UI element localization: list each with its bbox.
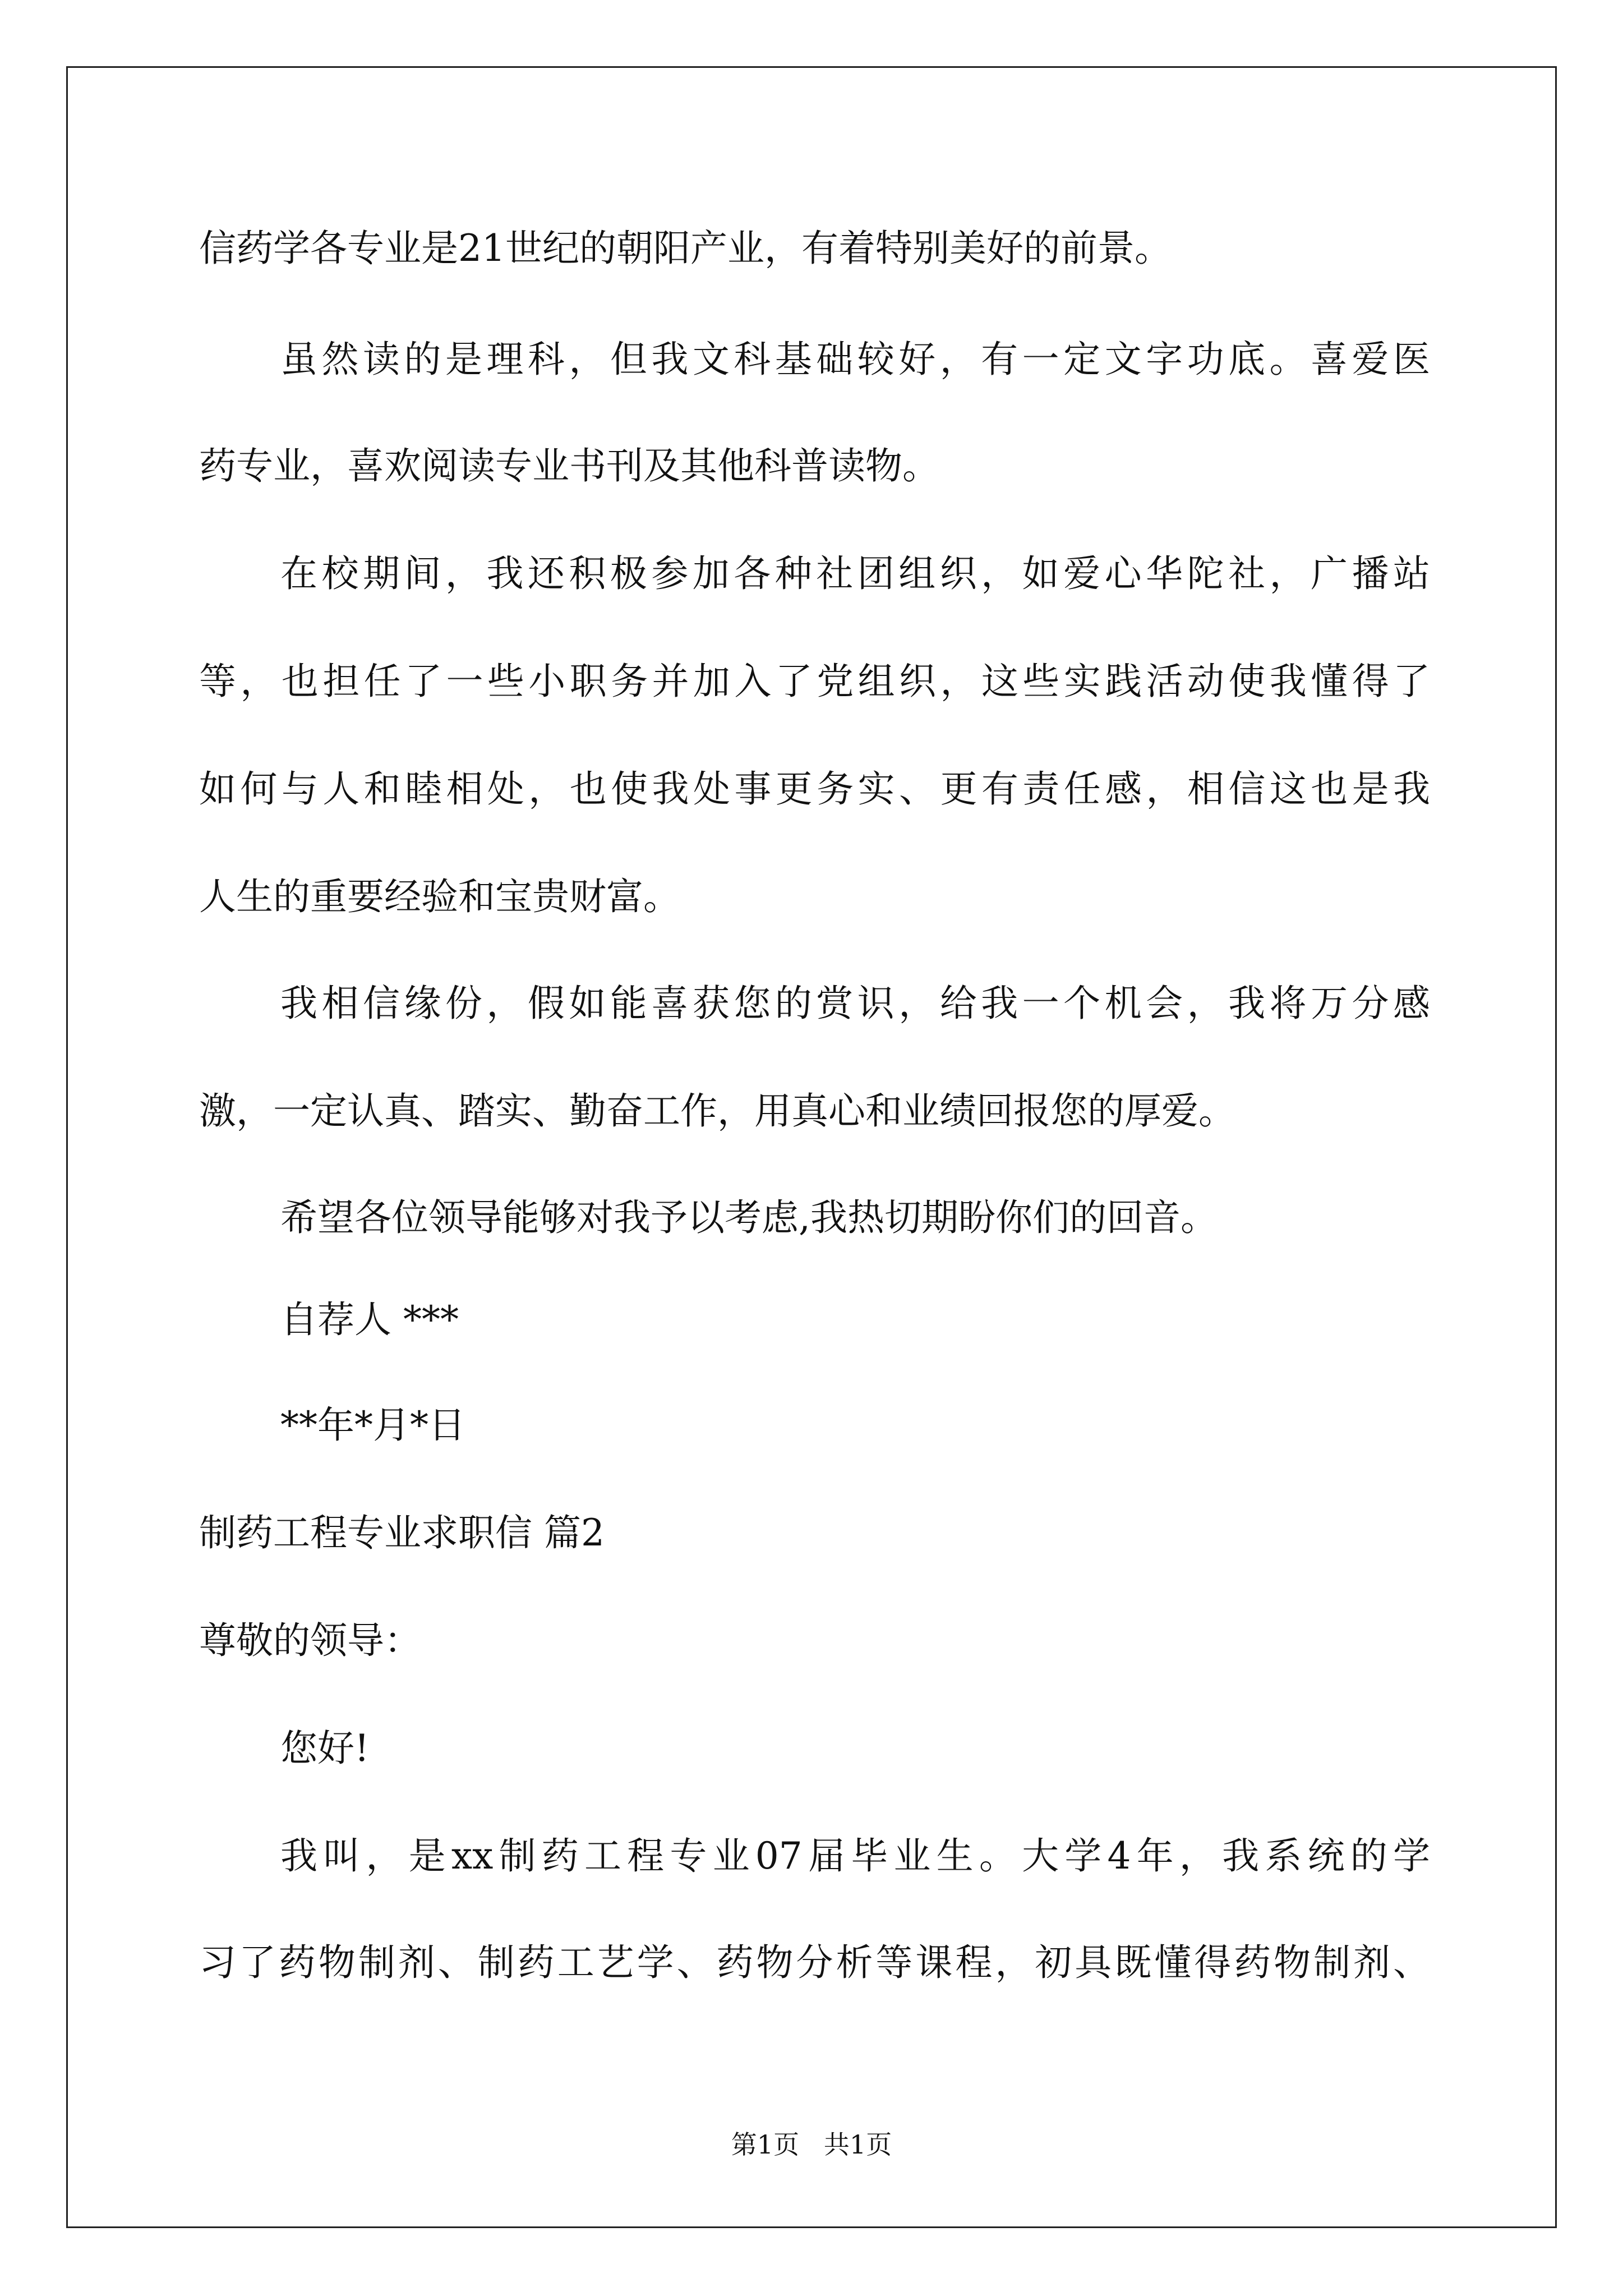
page-border: [66, 66, 1557, 2228]
text-line: 我叫，是xx制药工程专业07届毕业生。大学4年，我系统的学: [280, 1834, 1430, 1878]
signature-line: 自荐人 ***: [280, 1298, 459, 1341]
text-line: 激，一定认真、踏实、勤奋工作，用真心和业绩回报您的厚爱。: [199, 1089, 1235, 1133]
text-line: 信药学各专业是21世纪的朝阳产业，有着特别美好的前景。: [199, 227, 1172, 270]
text-line: 习了药物制剂、制药工艺学、药物分析等课程，初具既懂得药物制剂、: [199, 1941, 1430, 1984]
text-line: 希望各位领导能够对我予以考虑,我热切期盼你们的回音。: [280, 1196, 1218, 1239]
text-line: 我相信缘份，假如能喜获您的赏识，给我一个机会，我将万分感: [280, 982, 1430, 1025]
greeting: 您好!: [280, 1727, 370, 1770]
date-line: **年*月*日: [280, 1404, 465, 1447]
text-line: 等，也担任了一些小职务并加入了党组织，这些实践活动使我懂得了: [199, 660, 1430, 703]
text-line: 虽然读的是理科，但我文科基础较好，有一定文字功底。喜爱医: [280, 338, 1430, 381]
text-line: 在校期间，我还积极参加各种社团组织，如爱心华陀社，广播站: [280, 552, 1430, 595]
section-heading: 制药工程专业求职信 篇2: [199, 1511, 605, 1554]
salutation: 尊敬的领导：: [199, 1619, 421, 1662]
text-line: 人生的重要经验和宝贵财富。: [199, 875, 680, 918]
text-line: 如何与人和睦相处，也使我处事更务实、更有责任感，相信这也是我: [199, 767, 1430, 811]
page-footer: 第1页 共1页: [731, 2129, 892, 2160]
text-line: 药专业，喜欢阅读专业书刊及其他科普读物。: [199, 444, 939, 487]
